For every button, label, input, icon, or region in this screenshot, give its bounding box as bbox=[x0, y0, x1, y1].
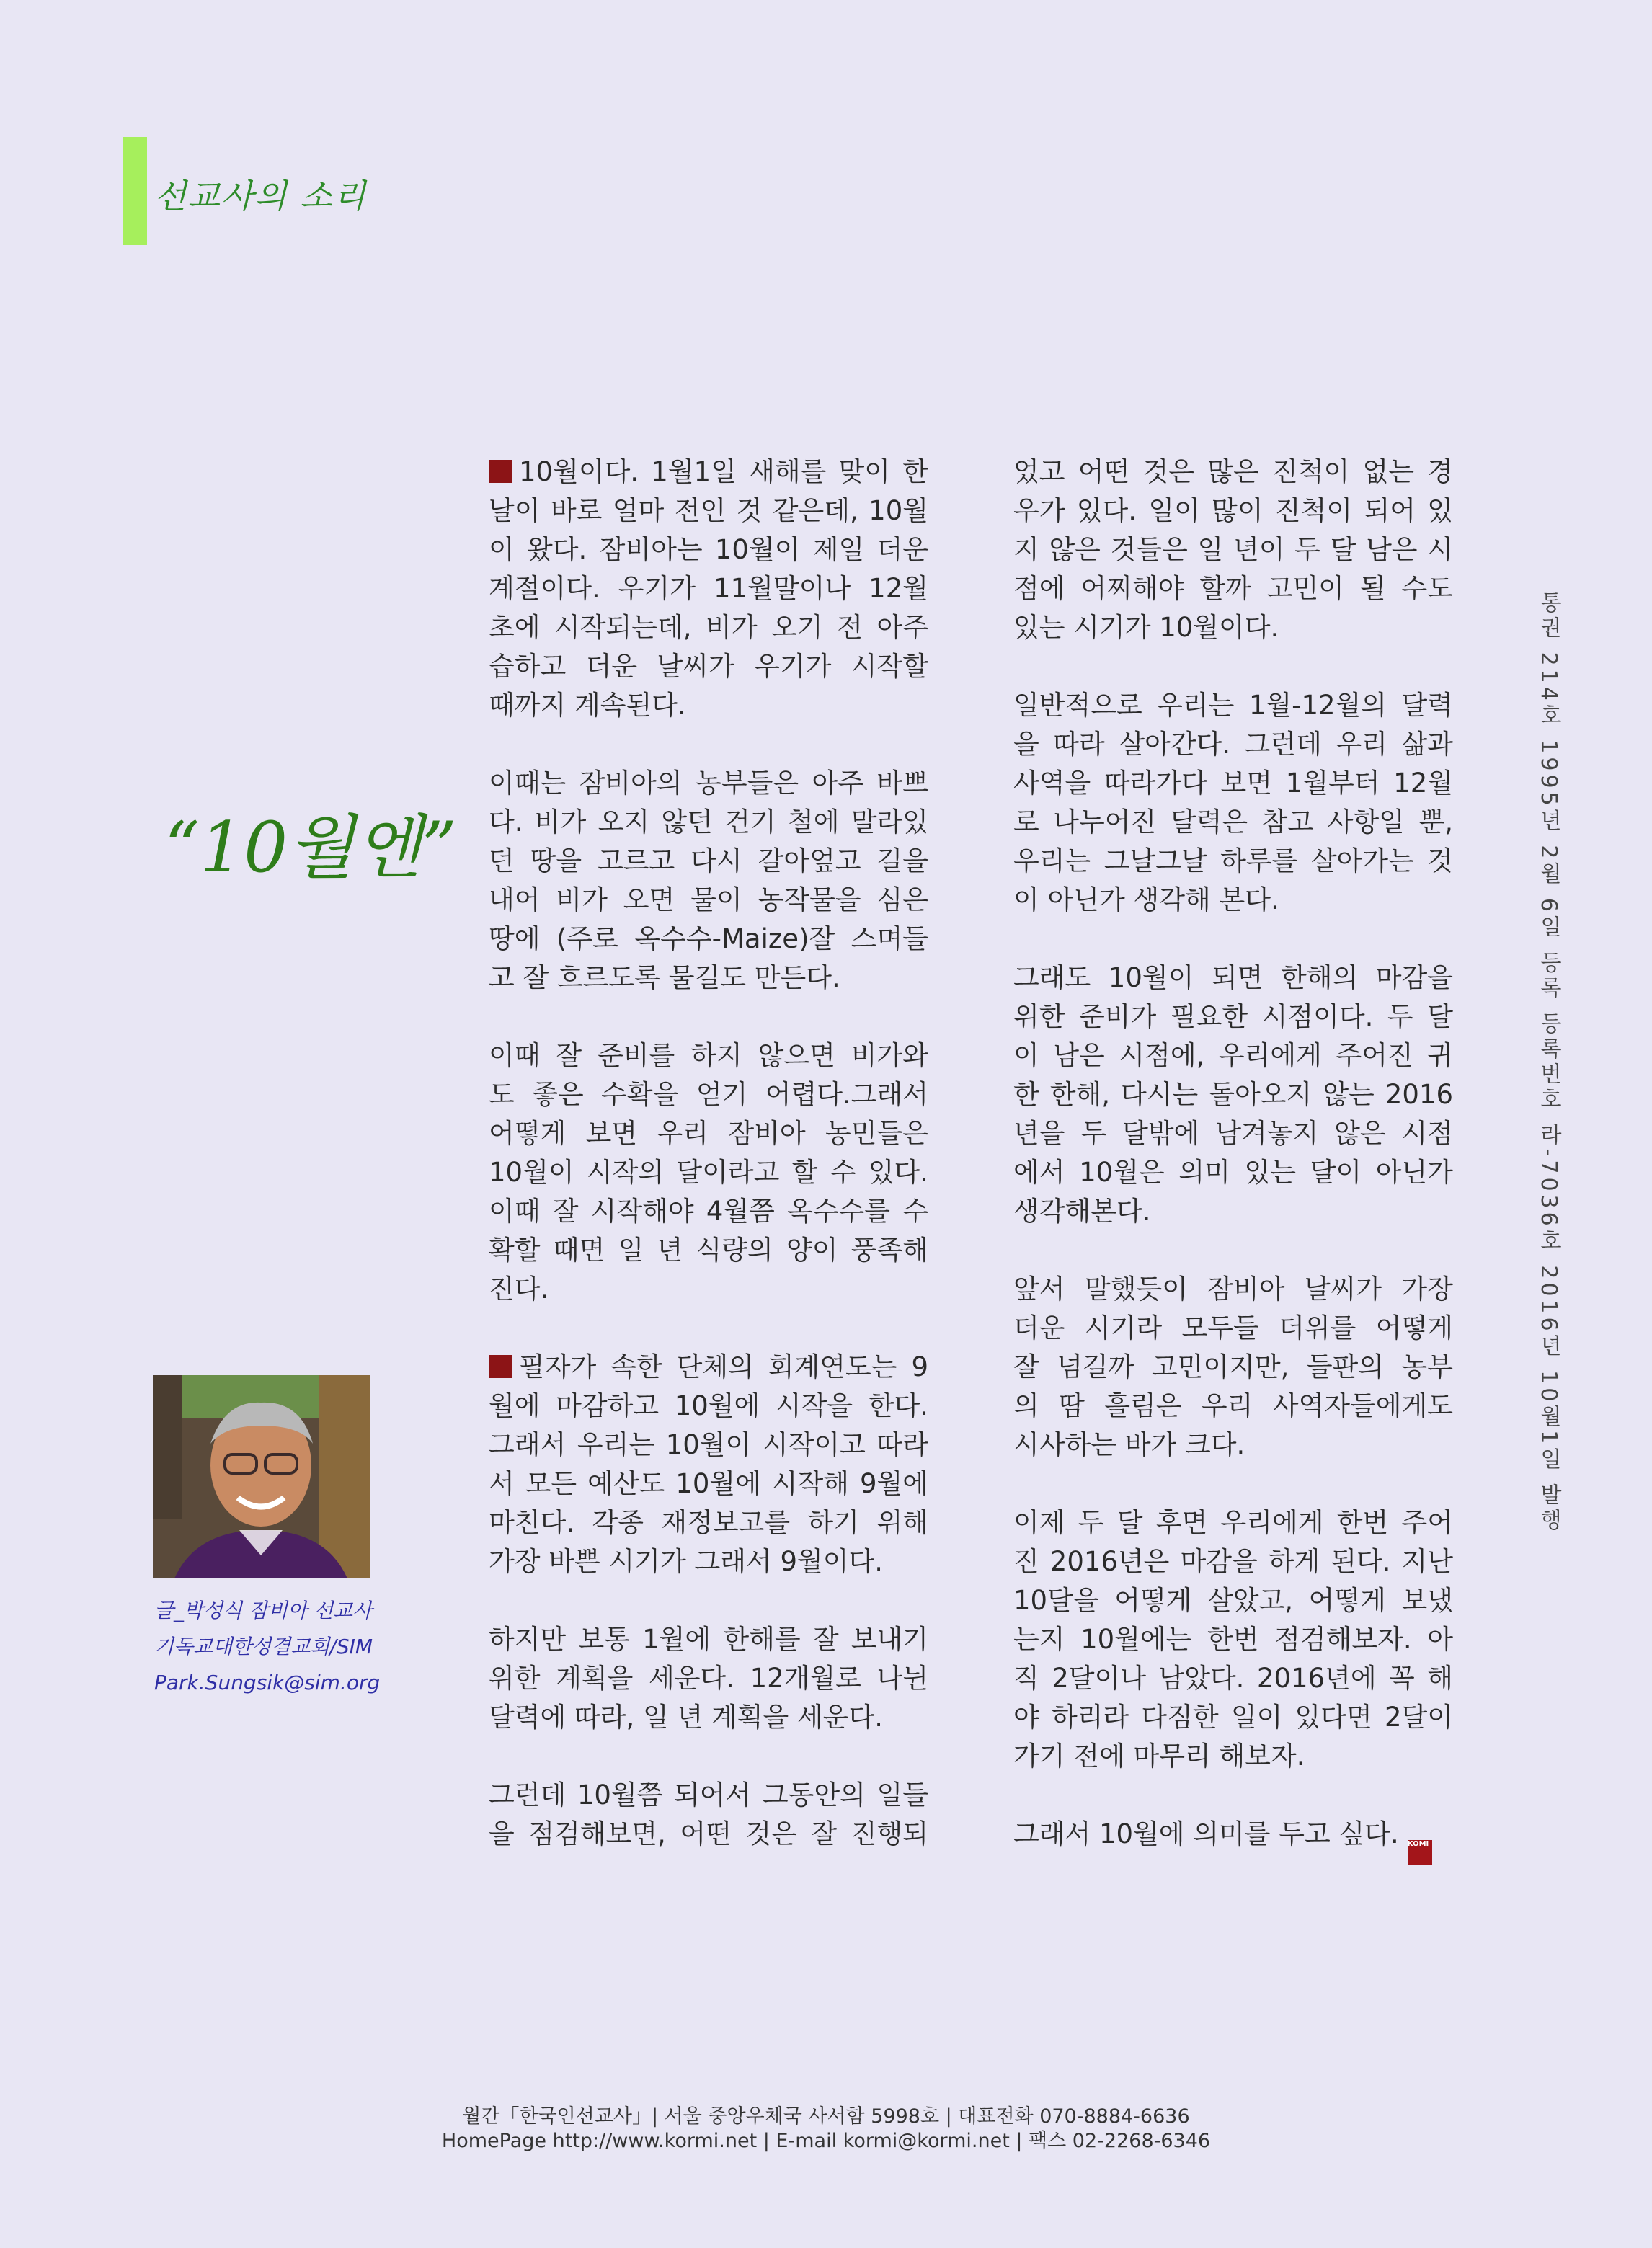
text-line: 다. 비가 오지 않던 건기 철에 말라있 bbox=[489, 807, 928, 838]
text-line: 하지만 보통 1월에 한해를 잘 보내기 bbox=[489, 1624, 928, 1655]
paragraph bbox=[1013, 1503, 1453, 1776]
footer-contact-line: HomePage http://www.kormi.net | E-mail kormi@kormi.net | 팩스 02-2268-6346 bbox=[441, 2130, 1211, 2152]
article-headline: “10월엔” bbox=[164, 807, 457, 888]
text-line: 고 잘 흐르도록 물길도 만든다. bbox=[489, 962, 840, 993]
text-line: 더운 시기라 모두들 더위를 어떻게 bbox=[1013, 1312, 1453, 1343]
text-line: 점에 어찌해야 할까 고민이 될 수도 bbox=[1013, 573, 1453, 604]
text-line: 년을 두 달밖에 남겨놓지 않은 시점 bbox=[1013, 1118, 1453, 1149]
article-column-left bbox=[489, 453, 928, 1893]
paragraph bbox=[1013, 959, 1453, 1231]
text-line: 마친다. 각종 재정보고를 하기 위해 bbox=[489, 1507, 928, 1538]
paragraph bbox=[489, 764, 928, 998]
text-line: 때까지 계속된다. bbox=[489, 690, 686, 721]
text-line: 의 땀 흘림은 우리 사역자들에게도 bbox=[1013, 1390, 1453, 1421]
text-line: 한 한해, 다시는 돌아오지 않는 2016 bbox=[1013, 1079, 1453, 1110]
text-line: 땅에 (주로 옥수수-Maize)잘 스며들 bbox=[489, 923, 928, 954]
paragraph-marker-icon bbox=[489, 1355, 512, 1378]
text-line: 을 점검해보면, 어떤 것은 잘 진행되 bbox=[489, 1818, 928, 1849]
author-email[interactable]: Park.Sungsik@sim.org bbox=[154, 1671, 381, 1694]
text-line: 계절이다. 우기가 11월말이나 12월 bbox=[489, 573, 928, 604]
text-line: 그래서 10월에 의미를 두고 싶다. bbox=[1013, 1818, 1399, 1849]
section-title: 선교사의 소리 bbox=[154, 177, 368, 216]
text-line: 위한 계획을 세운다. 12개월로 나뉜 bbox=[489, 1663, 928, 1694]
publication-registration-note: 통권 214호 1995년 2월 6일 등록 등록번호 라-7036호 2016년 10월1일 발행 bbox=[1536, 591, 1561, 1534]
author-photo bbox=[153, 1375, 370, 1578]
paragraph bbox=[489, 1620, 928, 1737]
paragraph bbox=[489, 1776, 928, 1854]
text-line: 사역을 따라가다 보면 1월부터 12월 bbox=[1013, 768, 1453, 799]
text-line: 이 남은 시점에, 우리에게 주어진 귀 bbox=[1013, 1040, 1453, 1071]
text-line: 이 왔다. 잠비아는 10월이 제일 더운 bbox=[489, 534, 928, 565]
section-accent-bar bbox=[123, 137, 147, 245]
page-footer bbox=[0, 2105, 1652, 2154]
text-line: 월에 마감하고 10월에 시작을 한다. bbox=[489, 1390, 928, 1421]
text-line: 을 따라 살아간다. 그런데 우리 삶과 bbox=[1013, 729, 1453, 760]
text-line: 야 하리라 다짐한 일이 있다면 2달이 bbox=[1013, 1702, 1453, 1733]
text-line: 이때는 잠비아의 농부들은 아주 바쁘 bbox=[489, 768, 928, 799]
text-line: 던 땅을 고르고 다시 갈아엎고 길을 bbox=[489, 845, 928, 876]
paragraph bbox=[489, 453, 928, 725]
text-line: 내어 비가 오면 물이 농작물을 심은 bbox=[489, 884, 928, 915]
text-line: 확할 때면 일 년 식량의 양이 풍족해 bbox=[489, 1235, 928, 1266]
text-line: 진 2016년은 마감을 하게 된다. 지난 bbox=[1013, 1546, 1453, 1577]
text-line: 일반적으로 우리는 1월-12월의 달력 bbox=[1013, 690, 1453, 721]
paragraph bbox=[489, 1036, 928, 1309]
text-line: 어떻게 보면 우리 잠비아 농민들은 bbox=[489, 1118, 928, 1149]
text-line: 가기 전에 마무리 해보자. bbox=[1013, 1741, 1305, 1772]
paragraph bbox=[1013, 1815, 1453, 1865]
text-line: 있는 시기가 10월이다. bbox=[1013, 612, 1279, 643]
text-line: 초에 시작되는데, 비가 오기 전 아주 bbox=[489, 612, 928, 643]
text-line: 이 아닌가 생각해 본다. bbox=[1013, 884, 1279, 915]
text-line: 그런데 10월쯤 되어서 그동안의 일들 bbox=[489, 1780, 928, 1811]
paragraph bbox=[489, 1348, 928, 1581]
text-line: 10월이 시작의 달이라고 할 수 있다. bbox=[489, 1157, 928, 1188]
text-line: 이때 잘 준비를 하지 않으면 비가와 bbox=[489, 1040, 928, 1071]
text-line: 었고 어떤 것은 많은 진척이 없는 경 bbox=[1013, 456, 1453, 487]
text-line: 잘 넘길까 고민이지만, 들판의 농부 bbox=[1013, 1351, 1453, 1382]
text-line: 이때 잘 시작해야 4월쯤 옥수수를 수 bbox=[489, 1196, 928, 1227]
text-line: 날이 바로 얼마 전인 것 같은데, 10월 bbox=[489, 495, 928, 526]
text-line: 지 않은 것들은 일 년이 두 달 남은 시 bbox=[1013, 534, 1453, 565]
article-column-right bbox=[1013, 453, 1453, 1903]
author-caption bbox=[154, 1593, 399, 1701]
text-line: 10월이다. 1월1일 새해를 맞이 한 bbox=[519, 456, 928, 487]
text-line: 가장 바쁜 시기가 그래서 9월이다. bbox=[489, 1546, 883, 1577]
text-line: 로 나누어진 달력은 참고 사항일 뿐, bbox=[1013, 807, 1453, 838]
author-org-line: 기독교대한성결교회/SIM bbox=[154, 1635, 373, 1658]
text-line: 우가 있다. 일이 많이 진척이 되어 있 bbox=[1013, 495, 1453, 526]
text-line: 습하고 더운 날씨가 우기가 시작할 bbox=[489, 651, 928, 682]
footer-publisher-line: 월간「한국인선교사」| 서울 중앙우체국 사서함 5998호 | 대표전화 070-8884-6636 bbox=[462, 2105, 1190, 2128]
text-line: 에서 10월은 의미 있는 달이 아닌가 bbox=[1013, 1157, 1453, 1188]
paragraph bbox=[1013, 1270, 1453, 1465]
text-line: 시사하는 바가 크다. bbox=[1013, 1429, 1245, 1460]
text-line: 는지 10월에는 한번 점검해보자. 아 bbox=[1013, 1624, 1453, 1655]
text-line: 직 2달이나 남았다. 2016년에 꼭 해 bbox=[1013, 1663, 1453, 1694]
text-line: 우리는 그날그날 하루를 살아가는 것 bbox=[1013, 845, 1453, 876]
text-line: 이제 두 달 후면 우리에게 한번 주어 bbox=[1013, 1507, 1453, 1538]
text-line: 달력에 따라, 일 년 계획을 세운다. bbox=[489, 1702, 883, 1733]
paragraph-marker-icon bbox=[489, 460, 512, 483]
text-line: 진다. bbox=[489, 1274, 549, 1305]
text-line: 필자가 속한 단체의 회계연도는 9 bbox=[519, 1351, 928, 1382]
text-line: 10달을 어떻게 살았고, 어떻게 보냈 bbox=[1013, 1585, 1453, 1616]
text-line: 생각해본다. bbox=[1013, 1196, 1151, 1227]
komi-end-mark-icon: KOMI bbox=[1408, 1840, 1432, 1865]
author-name-line: 글_박성식 잠비아 선교사 bbox=[154, 1599, 373, 1622]
text-line: 그래서 우리는 10월이 시작이고 따라 bbox=[489, 1429, 928, 1460]
paragraph bbox=[1013, 453, 1453, 647]
text-line: 서 모든 예산도 10월에 시작해 9월에 bbox=[489, 1468, 928, 1499]
text-line: 그래도 10월이 되면 한해의 마감을 bbox=[1013, 962, 1453, 993]
text-line: 앞서 말했듯이 잠비아 날씨가 가장 bbox=[1013, 1274, 1453, 1305]
paragraph bbox=[1013, 686, 1453, 920]
text-line: 위한 준비가 필요한 시점이다. 두 달 bbox=[1013, 1001, 1453, 1032]
text-line: 도 좋은 수확을 얻기 어렵다.그래서 bbox=[489, 1079, 928, 1110]
